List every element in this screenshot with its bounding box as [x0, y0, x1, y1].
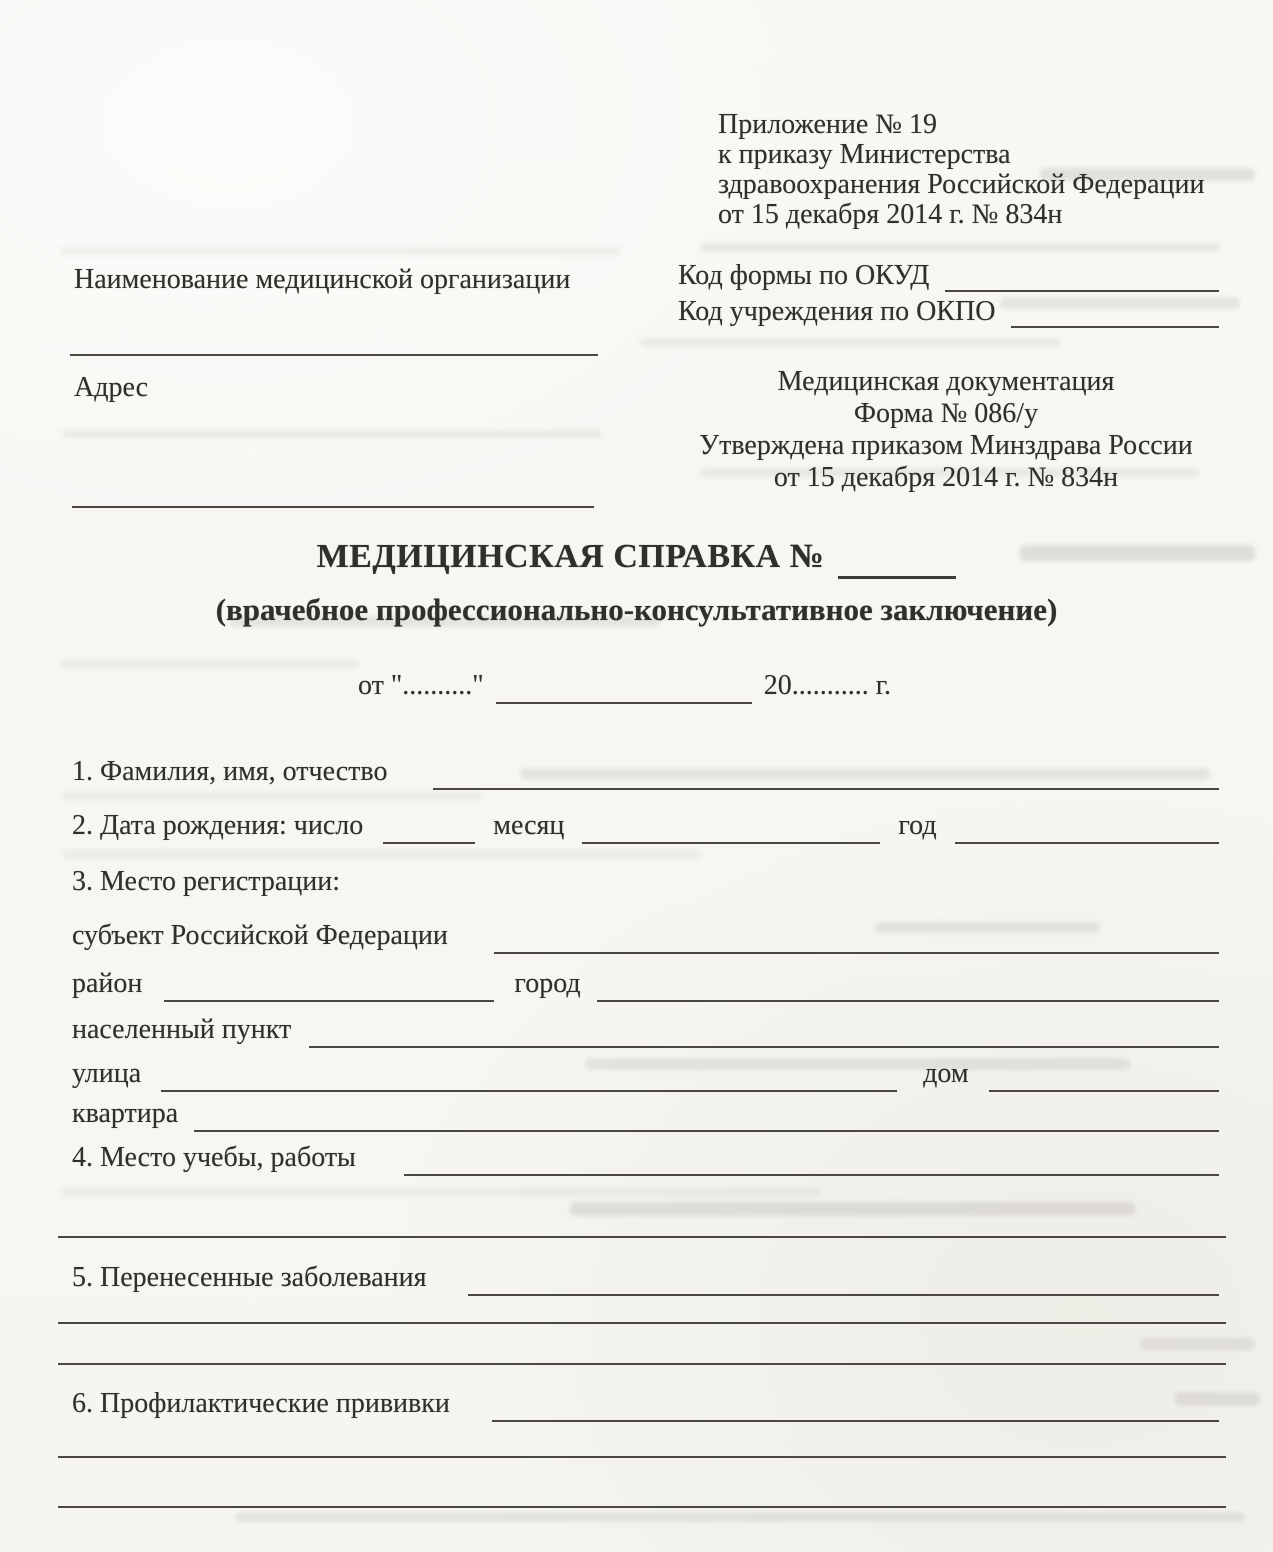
study-work-continuation-line [58, 1236, 1226, 1238]
field-district-city [72, 968, 1219, 1002]
appendix-line: здравоохранения Российской Федерации [718, 169, 1205, 200]
bleed-through-artifact [60, 660, 360, 668]
past-diseases-label: 5. Перенесенные заболевания [72, 1262, 427, 1293]
vaccinations-continuation-line [58, 1456, 1226, 1458]
past-diseases-continuation-line [58, 1363, 1226, 1365]
okpo-label: Код учреждения по ОКПО [678, 296, 996, 327]
house-blank-line [989, 1058, 1219, 1092]
bleed-through-artifact [640, 338, 1060, 347]
full-name-label: 1. Фамилия, имя, отчество [72, 756, 388, 787]
field-rf-subject [72, 920, 1219, 954]
med-doc-block [672, 366, 1220, 494]
okpo-blank-line [1011, 296, 1219, 328]
settlement-label: населенный пункт [72, 1014, 292, 1045]
med-doc-line: Утверждена приказом Минздрава России [699, 430, 1193, 461]
bleed-through-artifact [62, 850, 702, 858]
okud-label: Код формы по ОКУД [678, 260, 930, 291]
appendix-line: от 15 декабря 2014 г. № 834н [718, 199, 1063, 230]
appendix-line: к приказу Министерства [718, 139, 1011, 170]
full-name-blank-line [433, 756, 1219, 790]
okud-blank-line [945, 260, 1219, 292]
birth-year-label: год [898, 810, 937, 841]
form-title-row [0, 538, 1273, 576]
address-label: Адрес [74, 372, 149, 403]
vaccinations-label: 6. Профилактические прививки [72, 1388, 450, 1419]
okud-code-row [678, 260, 1219, 292]
appendix-line: Приложение № 19 [718, 109, 937, 140]
rf-subject-blank-line [494, 920, 1219, 954]
birth-date-label: 2. Дата рождения: число [72, 810, 364, 841]
issue-date-blank-line [496, 670, 752, 704]
okpo-code-row [678, 296, 1219, 328]
bleed-through-artifact [700, 243, 1220, 252]
bleed-through-artifact [1140, 1338, 1255, 1350]
form-title: МЕДИЦИНСКАЯ СПРАВКА № [316, 538, 825, 575]
bleed-through-artifact [62, 1188, 822, 1196]
field-vaccinations [72, 1388, 1219, 1422]
district-blank-line [164, 968, 494, 1002]
med-doc-line: Форма № 086/у [853, 398, 1039, 429]
issue-date-prefix: от ".........." [358, 670, 484, 701]
city-label: город [514, 968, 581, 999]
field-apartment [72, 1098, 1219, 1132]
bleed-through-artifact [62, 430, 602, 438]
address-blank-line [72, 506, 594, 508]
birth-year-blank-line [955, 810, 1219, 844]
bleed-through-artifact [570, 1202, 1135, 1216]
form-subtitle: (врачебное профессионально-консультативное заключение) [215, 592, 1058, 627]
issue-date-row [358, 670, 958, 704]
med-doc-line: Медицинская документация [777, 366, 1115, 397]
apartment-label: квартира [72, 1098, 179, 1129]
field-birth-date [72, 810, 1219, 844]
org-name-label: Наименование медицинской организации [74, 264, 571, 295]
district-label: район [72, 968, 143, 999]
birth-month-blank-line [582, 810, 880, 844]
certificate-number-blank-line [838, 576, 956, 579]
rf-subject-label: субъект Российской Федерации [72, 920, 448, 951]
birth-day-blank-line [383, 810, 475, 844]
past-diseases-blank-line [468, 1262, 1219, 1296]
org-name-blank-line [70, 354, 598, 356]
past-diseases-continuation-line [58, 1322, 1226, 1324]
vaccinations-continuation-line [58, 1506, 1226, 1508]
issue-date-year: 20........... г. [763, 670, 892, 701]
registration-place-label: 3. Место регистрации: [72, 866, 341, 897]
bleed-through-artifact [62, 792, 482, 800]
field-past-diseases [72, 1262, 1219, 1296]
city-blank-line [597, 968, 1219, 1002]
field-street-house [72, 1058, 1219, 1092]
field-full-name [72, 756, 1219, 790]
bleed-through-artifact [235, 1512, 1245, 1522]
field-study-work [72, 1142, 1219, 1176]
apartment-blank-line [194, 1098, 1219, 1132]
study-work-blank-line [404, 1142, 1219, 1176]
street-blank-line [161, 1058, 897, 1092]
bleed-through-artifact [60, 247, 620, 255]
study-work-label: 4. Место учебы, работы [72, 1142, 356, 1173]
vaccinations-blank-line [492, 1388, 1219, 1422]
settlement-blank-line [309, 1014, 1219, 1048]
birth-month-label: месяц [493, 810, 565, 841]
med-doc-line: от 15 декабря 2014 г. № 834н [773, 462, 1119, 493]
field-settlement [72, 1014, 1219, 1048]
appendix-reference [718, 110, 1228, 230]
house-label: дом [923, 1058, 969, 1089]
street-label: улица [72, 1058, 142, 1089]
